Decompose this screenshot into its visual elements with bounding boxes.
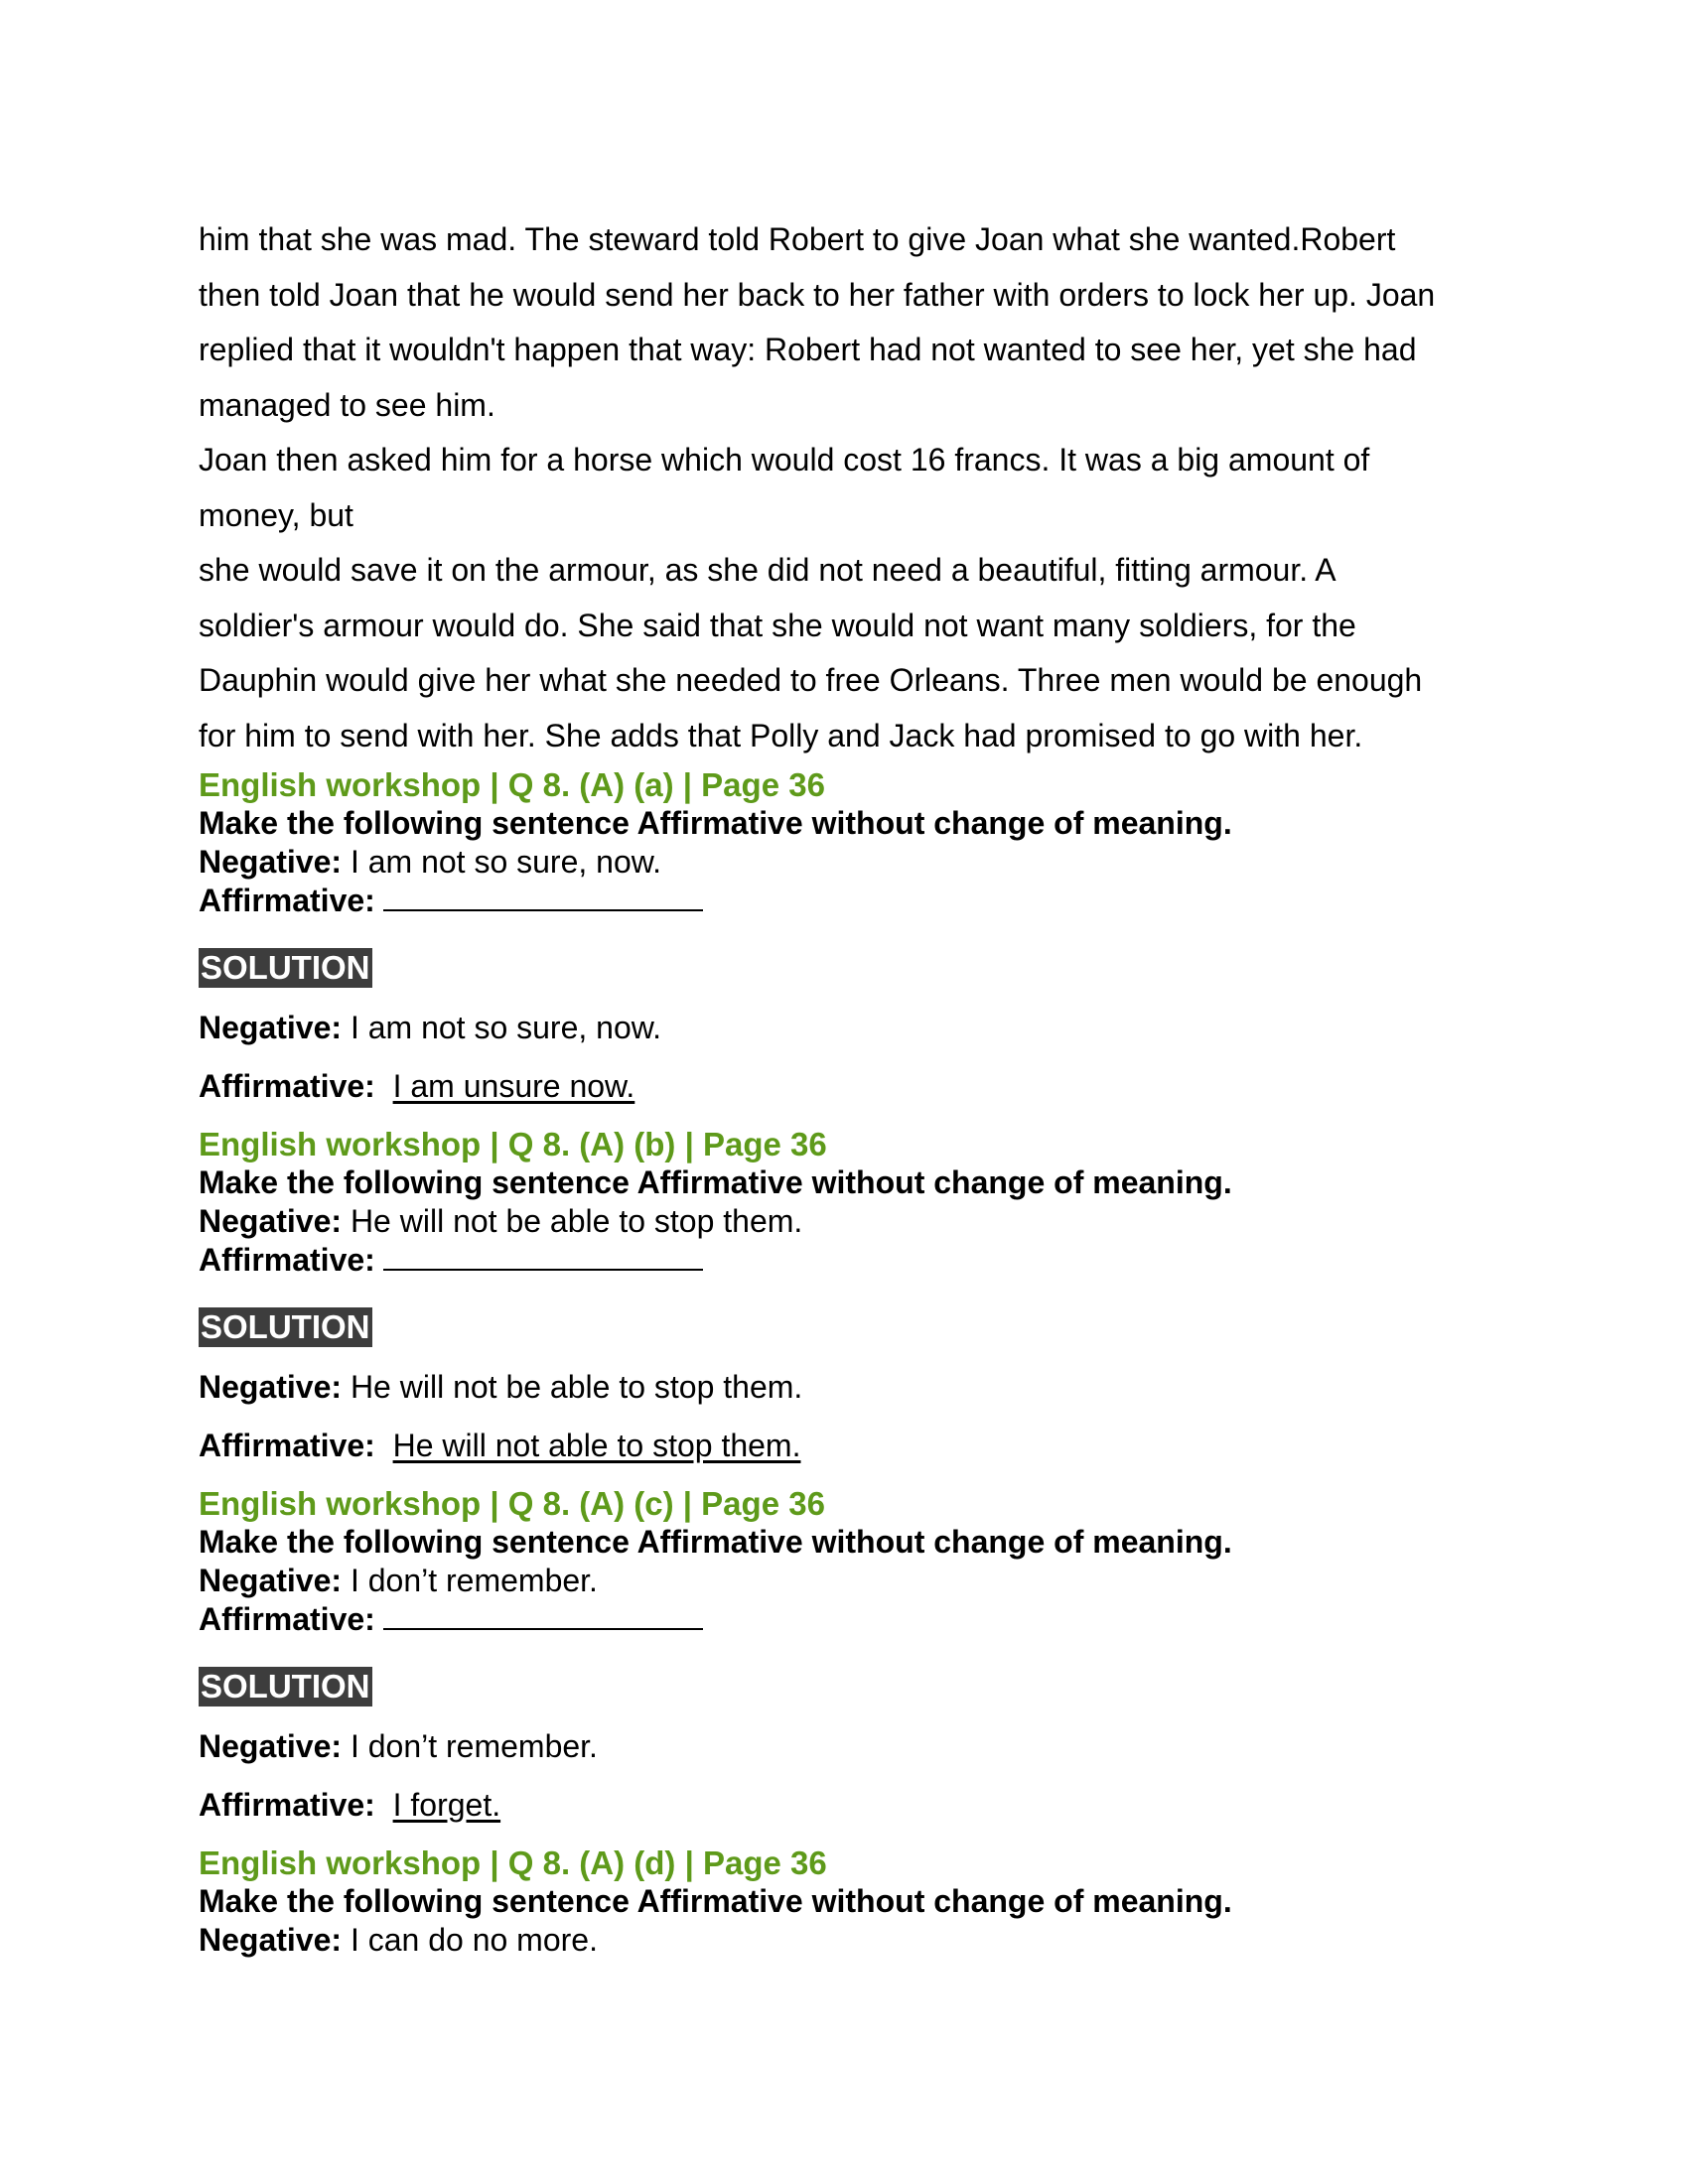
story-line: for him to send with her. She adds that Polly and Jack had promised to go with her. <box>199 717 1363 753</box>
solution-badge: SOLUTION <box>201 949 370 986</box>
answer-text: I am unsure now. <box>392 1068 635 1104</box>
question-d <box>199 1843 1489 1960</box>
solution-badge-row <box>199 948 1489 994</box>
question-b <box>199 1125 1489 1465</box>
negative-text: I am not so sure, now. <box>350 1010 661 1045</box>
solution-badge-row <box>199 1307 1489 1353</box>
solution-negative <box>199 1008 1489 1047</box>
solution-negative <box>199 1726 1489 1766</box>
negative-label: Negative: <box>199 844 343 880</box>
answer-blank <box>383 882 703 911</box>
story-line: managed to see him. <box>199 386 495 423</box>
negative-text: I don’t remember. <box>350 1563 598 1598</box>
question-instruction: Make the following sentence Affirmative without change of meaning. <box>199 1883 1232 1919</box>
story-line: soldier's armour would do. She said that she would not want many soldiers, for the <box>199 607 1356 643</box>
negative-text: I can do no more. <box>350 1922 598 1958</box>
solution-negative <box>199 1367 1489 1407</box>
negative-label: Negative: <box>199 1369 343 1405</box>
question-instruction: Make the following sentence Affirmative without change of meaning. <box>199 805 1232 841</box>
question-c <box>199 1484 1489 1825</box>
story-line: replied that it wouldn't happen that way: Robert had not wanted to see her, yet she had <box>199 332 1417 367</box>
affirmative-label: Affirmative: <box>199 1428 375 1463</box>
story-line: him that she was mad. The steward told Robert to give Joan what she wanted.Robert <box>199 221 1396 257</box>
negative-text: He will not be able to stop them. <box>350 1369 803 1405</box>
answer-text: He will not able to stop them. <box>392 1428 801 1463</box>
story-line: then told Joan that he would send her back to her father with orders to lock her up. Joan <box>199 276 1436 313</box>
negative-label: Negative: <box>199 1203 343 1239</box>
answer-blank <box>383 1600 703 1630</box>
negative-text: I don’t remember. <box>350 1728 598 1764</box>
question-heading: English workshop | Q 8. (A) (b) | Page 36 <box>199 1126 827 1162</box>
question-affirmative <box>199 1241 1489 1280</box>
question-instruction: Make the following sentence Affirmative without change of meaning. <box>199 1164 1232 1200</box>
question-instruction: Make the following sentence Affirmative without change of meaning. <box>199 1524 1232 1560</box>
answer-blank <box>383 1241 703 1271</box>
affirmative-label: Affirmative: <box>199 1601 375 1637</box>
question-affirmative <box>199 882 1489 920</box>
story-line: money, but <box>199 496 353 533</box>
question-heading: English workshop | Q 8. (A) (c) | Page 36 <box>199 1485 825 1522</box>
solution-affirmative <box>199 1785 1489 1825</box>
negative-label: Negative: <box>199 1728 343 1764</box>
solution-affirmative <box>199 1426 1489 1465</box>
question-a <box>199 765 1489 1106</box>
question-negative <box>199 843 1489 882</box>
story-line: Dauphin would give her what she needed to free Orleans. Three men would be enough <box>199 662 1423 698</box>
question-negative <box>199 1202 1489 1241</box>
story-line: Joan then asked him for a horse which would cost 16 francs. It was a big amount of <box>199 442 1370 478</box>
negative-text: He will not be able to stop them. <box>350 1203 803 1239</box>
affirmative-label: Affirmative: <box>199 1068 375 1104</box>
solution-badge: SOLUTION <box>201 1308 370 1345</box>
negative-text: I am not so sure, now. <box>350 844 661 880</box>
answer-text: I forget. <box>392 1787 501 1823</box>
affirmative-label: Affirmative: <box>199 1787 375 1823</box>
solution-affirmative <box>199 1066 1489 1106</box>
solution-badge: SOLUTION <box>201 1668 370 1705</box>
solution-badge-row <box>199 1667 1489 1712</box>
negative-label: Negative: <box>199 1922 343 1958</box>
story-line: she would save it on the armour, as she did not need a beautiful, fitting armour. A <box>199 552 1336 588</box>
story-paragraph <box>199 212 1489 763</box>
question-negative <box>199 1921 1489 1960</box>
question-heading: English workshop | Q 8. (A) (d) | Page 36 <box>199 1844 827 1881</box>
affirmative-label: Affirmative: <box>199 1242 375 1278</box>
question-negative <box>199 1562 1489 1600</box>
question-affirmative <box>199 1600 1489 1639</box>
negative-label: Negative: <box>199 1010 343 1045</box>
negative-label: Negative: <box>199 1563 343 1598</box>
affirmative-label: Affirmative: <box>199 883 375 918</box>
question-heading: English workshop | Q 8. (A) (a) | Page 36 <box>199 766 825 803</box>
